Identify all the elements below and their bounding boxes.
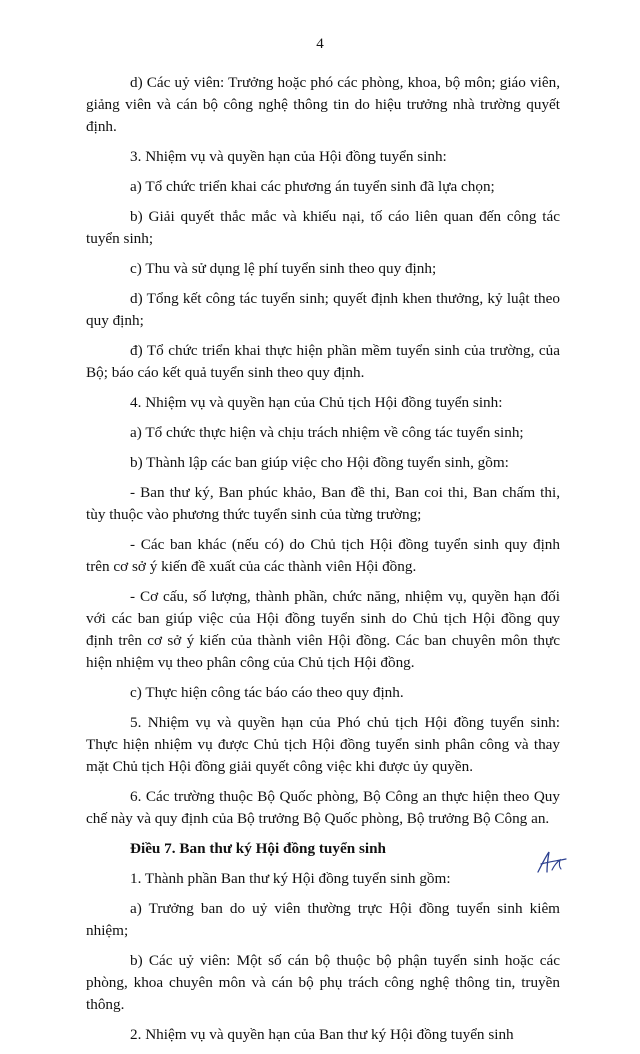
paragraph-committee-members: d) Các uỷ viên: Trưởng hoặc phó các phòng, khoa, bộ môn; giáo viên, giảng viên và cán bộ công nghệ thông tin do hiệu trưởng nhà trường quyết định. bbox=[86, 74, 560, 135]
paragraph-item-3dd: đ) Tổ chức triển khai thực hiện phần mềm tuyển sinh của trường, của Bộ; báo cáo kết quả tuyển sinh theo quy định. bbox=[86, 342, 560, 381]
page-number: 4 bbox=[316, 36, 324, 52]
paragraph-item-3b: b) Giải quyết thắc mắc và khiếu nại, tố cáo liên quan đến công tác tuyển sinh; bbox=[86, 208, 560, 247]
paragraph-item-4a: a) Tổ chức thực hiện và chịu trách nhiệm về công tác tuyển sinh; bbox=[130, 424, 524, 441]
initials-signature bbox=[532, 848, 572, 876]
paragraph-article7-item-2: 2. Nhiệm vụ và quyền hạn của Ban thư ký Hội đồng tuyển sinh bbox=[130, 1026, 514, 1043]
paragraph-item-3d: d) Tổng kết công tác tuyển sinh; quyết định khen thưởng, kỷ luật theo quy định; bbox=[86, 290, 560, 329]
paragraph-item-6: 6. Các trường thuộc Bộ Quốc phòng, Bộ Công an thực hiện theo Quy chế này và quy định của Bộ trưởng Bộ Quốc phòng, Bộ trưởng Bộ Công an. bbox=[86, 788, 560, 827]
paragraph-item-4b: b) Thành lập các ban giúp việc cho Hội đồng tuyển sinh, gồm: bbox=[130, 454, 509, 471]
paragraph-item-5: 5. Nhiệm vụ và quyền hạn của Phó chủ tịch Hội đồng tuyển sinh: Thực hiện nhiệm vụ được Chủ tịch Hội đồng tuyển sinh phân công và thay mặt Chủ tịch Hội đồng giải quyết công việc khi được ủy quyền. bbox=[86, 714, 560, 775]
article-7-heading: Điều 7. Ban thư ký Hội đồng tuyển sinh bbox=[130, 840, 386, 857]
paragraph-item-3c: c) Thu và sử dụng lệ phí tuyển sinh theo quy định; bbox=[130, 260, 437, 277]
paragraph-bullet-1: - Ban thư ký, Ban phúc khảo, Ban đề thi, Ban coi thi, Ban chấm thi, tùy thuộc vào phương thức tuyển sinh của từng trường; bbox=[86, 484, 560, 523]
paragraph-bullet-3: - Cơ cấu, số lượng, thành phần, chức năng, nhiệm vụ, quyền hạn đối với các ban giúp việc của Hội đồng tuyển sinh do Chủ tịch Hội đồng quy định trên cơ sở ý kiến của thành viên Hội đồng. Các ban chuyên môn thực hiện nhiệm vụ theo phân công của Chủ tịch Hội đồng. bbox=[86, 588, 560, 671]
paragraph-item-3a: a) Tổ chức triển khai các phương án tuyển sinh đã lựa chọn; bbox=[130, 178, 495, 195]
paragraph-article7-item-1b: b) Các uỷ viên: Một số cán bộ thuộc bộ phận tuyển sinh hoặc các phòng, khoa chuyên môn và cán bộ phụ trách công nghệ thông tin, truyền thông. bbox=[86, 952, 560, 1013]
paragraph-article7-item-1: 1. Thành phần Ban thư ký Hội đồng tuyển sinh gồm: bbox=[130, 870, 451, 887]
document-body bbox=[86, 72, 560, 1054]
paragraph-article7-item-1a: a) Trưởng ban do uỷ viên thường trực Hội đồng tuyển sinh kiêm nhiệm; bbox=[86, 900, 560, 939]
paragraph-item-4c: c) Thực hiện công tác báo cáo theo quy định. bbox=[130, 684, 404, 701]
paragraph-item-3: 3. Nhiệm vụ và quyền hạn của Hội đồng tuyển sinh: bbox=[130, 148, 447, 165]
paragraph-bullet-2: - Các ban khác (nếu có) do Chủ tịch Hội đồng tuyển sinh quy định trên cơ sở ý kiến đề xuất của các thành viên Hội đồng. bbox=[86, 536, 560, 575]
paragraph-item-4: 4. Nhiệm vụ và quyền hạn của Chủ tịch Hội đồng tuyển sinh: bbox=[130, 394, 503, 411]
